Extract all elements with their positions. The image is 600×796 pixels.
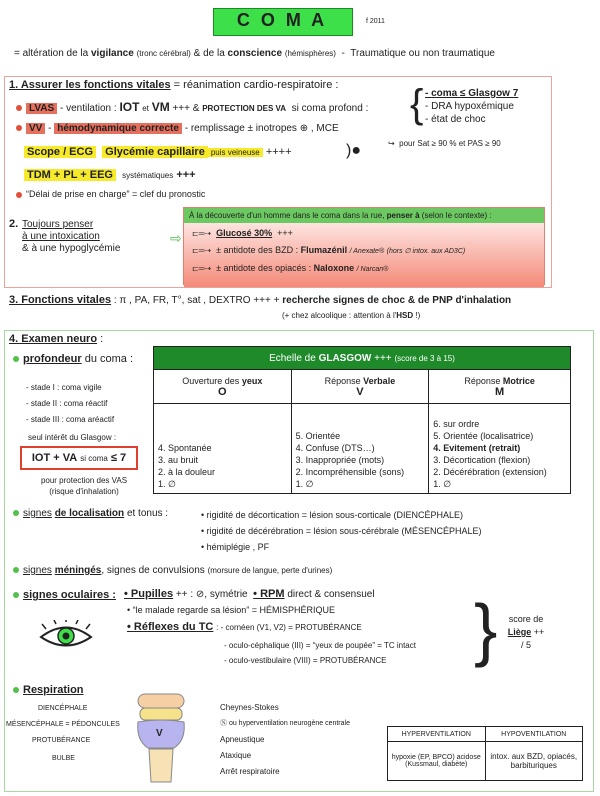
pupilles-line: • Pupilles ++ : ⊘, symétrie • RPM direct & consensuel <box>124 588 375 600</box>
vent-header-hypo: HYPOVENTILATION <box>485 727 583 742</box>
bullet-dot <box>16 125 22 131</box>
vv-line: VV - hémodynamique correcte - remplissage ± inotropes ⊕ , MCE <box>16 123 339 134</box>
bullet-dot <box>13 567 19 573</box>
vent-cell-hypo: intox. aux BZD, opiacés, barbituriques <box>485 742 583 781</box>
liege-score: score de Liège ++ / 5 <box>507 614 545 650</box>
stades-list: - stade I : coma vigile - stade II : coma réactif - stade III : coma aréactif <box>26 383 115 424</box>
section-2-num: 2. <box>9 218 19 230</box>
liege-brace: } <box>474 590 498 668</box>
bullet-dot <box>16 105 22 111</box>
bullet-dot <box>13 356 19 362</box>
brain-v-label: V <box>156 728 163 739</box>
brace-item-1: - coma ≤ Glasgow 7 <box>425 88 519 99</box>
brace-item-3: - état de choc <box>425 114 486 125</box>
vent-cell-hyper: hypoxie (EP, BPCO) acidose (Kussmaul, diabète) <box>388 742 486 781</box>
interet-label: seul intérêt du Glasgow : <box>28 433 117 442</box>
glasgow-m-cell: 6. sur ordre 5. Orientée (localisatrice) 4. Evitement (retrait) 3. Décortication (flexion) 2. Décérébration (extension) 1. ∅ <box>429 404 571 494</box>
syringe-icon: ⊏═⇢ <box>192 264 212 273</box>
ventilation-table <box>387 726 583 781</box>
brain-label-diencephale: DIENCÉPHALE <box>38 705 88 712</box>
glasgow-v-cell: 5. Orientée 4. Confuse (DTS…) 3. Inappropriée (mots) 2. Incompréhensible (sons) 1. ∅ <box>291 404 429 494</box>
protection-note: pour protection des VAS (risque d'inhalation) <box>40 476 128 496</box>
scope-line: Scope / ECG Glycémie capillaire puis veineuse ++++ <box>24 146 292 158</box>
reflexes-line-2: - oculo-céphalique (III) = “yeux de poupée” = TC intact <box>224 641 416 650</box>
resp-patterns: Cheynes-Stokes Ⓝ ou hyperventilation neurogène centrale Apneustique Ataxique Arrêt respiratoire <box>220 703 350 776</box>
syringe-icon: ⊏═⇢ <box>192 246 212 255</box>
glasgow-o-cell: 4. Spontanée 3. au bruit 2. à la douleur 1. ∅ <box>154 404 292 494</box>
page-title: C O M A <box>236 10 328 30</box>
title-note: f 2011 <box>366 18 385 25</box>
bomb-icon: )● <box>346 142 361 159</box>
definition-line: = altération de la vigilance (tronc cérébral) & de la conscience (hémisphères) - Traumatique ou non traumatique <box>14 48 495 59</box>
glasgow-col-m: Réponse Motrice M <box>429 370 571 404</box>
antidote-panel <box>183 207 545 285</box>
section-4-title: 4. Examen neuro : <box>9 333 104 345</box>
arrow-icon: ⇨ <box>170 230 182 246</box>
reflexes-line: • Réflexes du TC : - cornéen (V1, V2) = PROTUBÉRANCE <box>127 621 362 633</box>
tdm-line: TDM + PL + EEG systématiques +++ <box>24 169 196 181</box>
glasgow-header: Echelle de GLASGOW +++ (score de 3 à 15) <box>154 347 571 370</box>
brainstem-diagram <box>130 692 192 788</box>
bullet-dot <box>13 592 19 598</box>
regard-line: • “le malade regarde sa lésion” = HÉMISPHÉRIQUE <box>127 605 335 615</box>
respiration-title: Respiration <box>13 684 84 696</box>
localisation-line: signes de localisation et tonus : <box>13 508 168 519</box>
lvas-line: LVAS - ventilation : IOT et VM +++ & PROTECTION DES VA si coma profond : <box>16 100 368 114</box>
brain-label-mesencephale: MÉSENCÉPHALE = PÉDONCULES <box>6 721 120 728</box>
antidote-panel-header: À la découverte d'un homme dans le coma dans la rue, penser à (selon le contexte) : <box>184 208 544 223</box>
glasgow-col-o: Ouverture des yeux O <box>154 370 292 404</box>
section-2-text: Toujours penser à une intoxication & à une hypoglycémie <box>22 219 121 254</box>
brain-label-protuberance: PROTUBÉRANCE <box>32 737 91 744</box>
sat-note: ↪ pour Sat ≥ 90 % et PAS ≥ 90 <box>388 139 501 148</box>
glasgow-table <box>153 346 571 494</box>
brace-left: { <box>410 82 424 126</box>
localisation-items: • rigidité de décortication = lésion sous-corticale (DIENCÉPHALE) • rigidité de décérébration = lésion sous-cérébrale (MÉSENCÉPHALE) • hémiplégie , PF <box>201 510 482 552</box>
eye-icon <box>38 620 94 652</box>
section-1-title: 1. Assurer les fonctions vitales = réanimation cardio-respiratoire : <box>9 79 339 91</box>
antidote-panel-body: ⊏═⇢ Glucosé 30% +++ ⊏═⇢ ± antidote des BZD : Flumazénil / Anexate® (hors ∅ intox. aux AD3C) ⊏═⇢ ± antidote des opiacés : Naloxone / Narcan® <box>184 223 544 287</box>
meninges-line: signes méningés, signes de convulsions (morsure de langue, perte d'urines) <box>13 565 332 576</box>
vent-header-hyper: HYPERVENTILATION <box>388 727 486 742</box>
delai-line: “Délai de prise en charge” = clef du pronostic <box>16 189 205 199</box>
section-3-sub: (+ chez alcoolique : attention à l'HSD !) <box>282 311 421 320</box>
syringe-icon: ⊏═⇢ <box>192 229 212 238</box>
bullet-dot <box>13 687 19 693</box>
iot-box: IOT + VA si coma ≤ 7 <box>20 446 138 470</box>
section-3-line: 3. Fonctions vitales : π , PA, FR, T°, sat , DEXTRO +++ + recherche signes de choc & de PNP d'inhalation <box>9 294 512 306</box>
profondeur-line: profondeur du coma : <box>13 353 133 365</box>
bullet-dot <box>13 510 19 516</box>
oculaires-title: signes oculaires : <box>13 589 116 601</box>
brace-item-2: - DRA hypoxémique <box>425 101 514 112</box>
reflexes-line-3: - oculo-vestibulaire (VIII) = PROTUBÉRANCE <box>224 656 387 665</box>
glasgow-col-v: Réponse Verbale V <box>291 370 429 404</box>
bullet-dot <box>16 192 22 198</box>
brain-label-bulbe: BULBE <box>52 755 75 762</box>
